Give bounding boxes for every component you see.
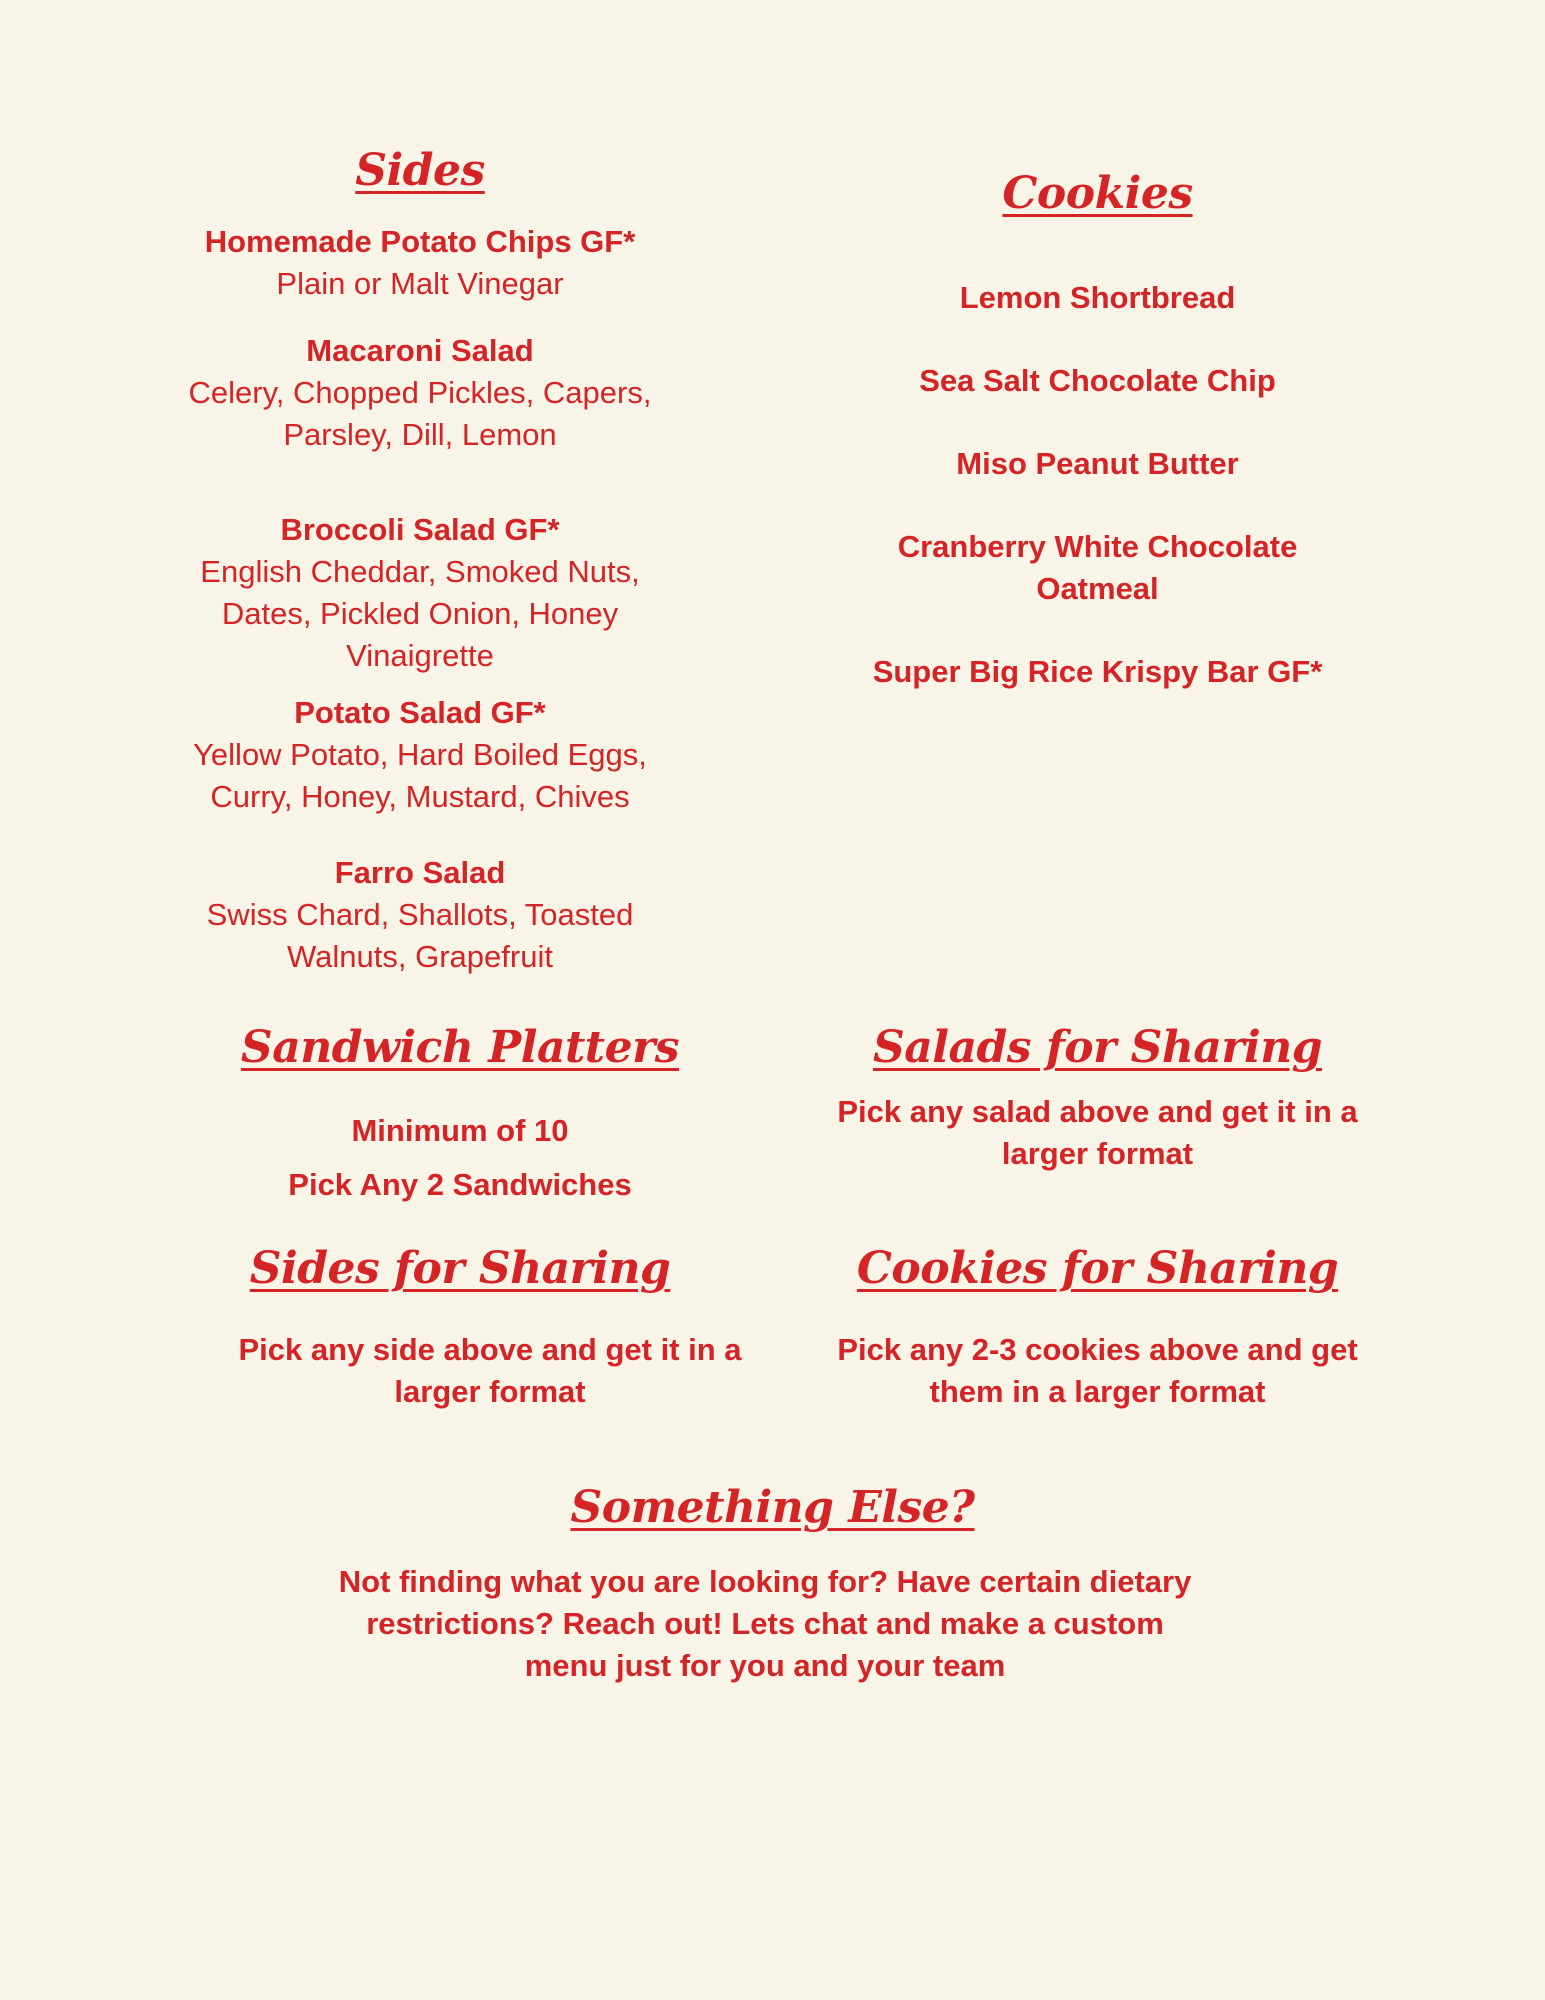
cookie-item-name: Miso Peanut Butter (956, 446, 1239, 481)
cookie-item (820, 651, 1375, 693)
side-item-desc: Plain or Malt Vinegar (276, 266, 564, 301)
side-item-desc: English Cheddar, Smoked Nuts, Dates, Pickled Onion, Honey Vinaigrette (200, 554, 640, 673)
cookies-for-sharing-text: Pick any 2-3 cookies above and get them in a larger format (837, 1332, 1358, 1409)
cookie-item-name: Super Big Rice Krispy Bar GF* (872, 654, 1323, 689)
side-item (160, 221, 680, 305)
sides-for-sharing-body (215, 1329, 765, 1413)
cookie-item (820, 443, 1375, 485)
side-item (175, 509, 665, 677)
cookie-item-name: Cranberry White Chocolate Oatmeal (897, 529, 1298, 606)
side-item (180, 852, 660, 978)
side-item (160, 330, 680, 456)
salads-for-sharing-text: Pick any salad above and get it in a larger format (837, 1094, 1358, 1171)
sandwich-platters-line1: Minimum of 10 (351, 1113, 569, 1148)
side-item-desc: Yellow Potato, Hard Boiled Eggs, Curry, Honey, Mustard, Chives (193, 737, 647, 814)
side-item (165, 692, 675, 818)
sides-heading: Sides (355, 145, 485, 196)
sandwich-platters-heading: Sandwich Platters (240, 1022, 680, 1073)
something-else-section (480, 1482, 1065, 1535)
side-item-name: Macaroni Salad (306, 333, 534, 368)
sides-section (160, 145, 680, 198)
sandwich-platters-min (200, 1110, 720, 1152)
side-item-name: Homemade Potato Chips GF* (204, 224, 636, 259)
cookie-item (820, 277, 1375, 319)
salads-for-sharing-section (820, 1022, 1375, 1075)
cookie-item-name: Sea Salt Chocolate Chip (919, 363, 1276, 398)
sandwich-platters-section (200, 1022, 720, 1075)
cookies-for-sharing-section (820, 1243, 1375, 1296)
side-item-desc: Swiss Chard, Shallots, Toasted Walnuts, Grapefruit (206, 897, 634, 974)
side-item-name: Potato Salad GF* (294, 695, 546, 730)
side-item-desc: Celery, Chopped Pickles, Capers, Parsley, Dill, Lemon (188, 375, 652, 452)
something-else-body (310, 1561, 1220, 1687)
cookies-section (820, 168, 1375, 221)
cookie-item-name: Lemon Shortbread (959, 280, 1236, 315)
sides-for-sharing-heading: Sides for Sharing (249, 1243, 671, 1294)
cookie-item (870, 526, 1325, 610)
something-else-heading: Something Else? (570, 1482, 975, 1533)
side-item-name: Broccoli Salad GF* (280, 512, 560, 547)
sides-for-sharing-section (200, 1243, 720, 1296)
cookies-for-sharing-heading: Cookies for Sharing (856, 1243, 1339, 1294)
cookies-heading: Cookies (1002, 168, 1193, 219)
something-else-text: Not finding what you are looking for? Have certain dietary restrictions? Reach out! Lets chat and make a custom menu just for you and your team (338, 1564, 1192, 1683)
cookie-item (820, 360, 1375, 402)
cookies-for-sharing-body (815, 1329, 1380, 1413)
sandwich-platters-line2: Pick Any 2 Sandwiches (288, 1167, 632, 1202)
sandwich-platters-pick (200, 1164, 720, 1206)
salads-for-sharing-body (825, 1091, 1370, 1175)
sides-for-sharing-text: Pick any side above and get it in a larger format (238, 1332, 742, 1409)
salads-for-sharing-heading: Salads for Sharing (872, 1022, 1323, 1073)
side-item-name: Farro Salad (334, 855, 506, 890)
